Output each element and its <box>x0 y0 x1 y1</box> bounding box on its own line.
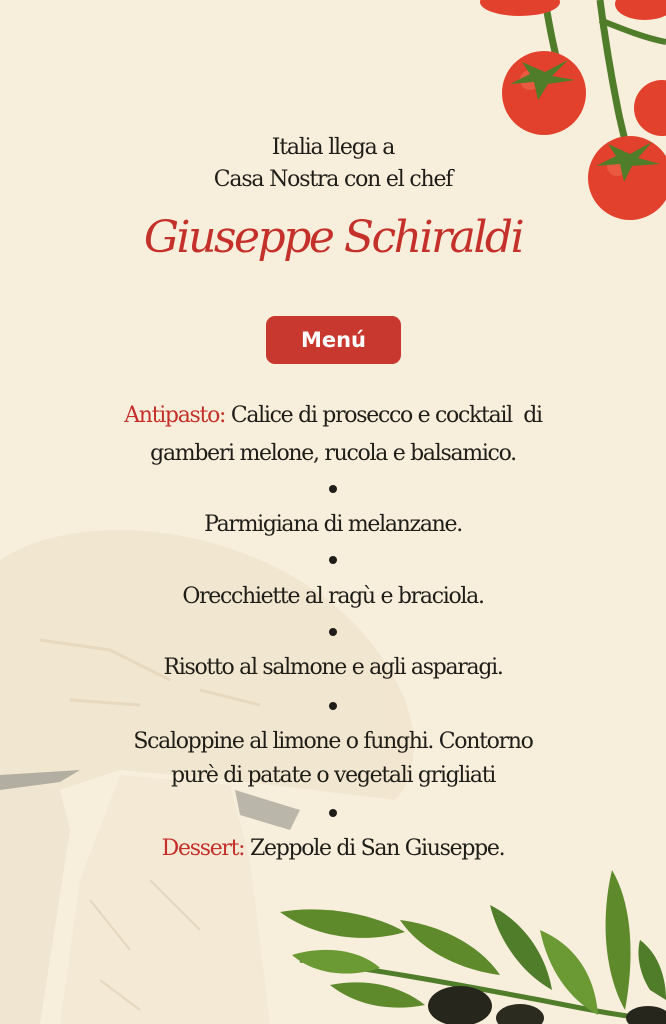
antipasto-text-line-1: Calice di prosecco e cocktail di <box>225 403 542 428</box>
separator-dot <box>329 628 337 636</box>
menu-item-scaloppine: Scaloppine al limone o funghi. Contorno <box>133 729 533 754</box>
dessert-label: Dessert: <box>161 836 245 861</box>
scaloppine-text-line-2: purè di patate o vegetali grigliati <box>171 763 495 788</box>
headline-line-2: Casa Nostra con el chef <box>213 167 453 192</box>
menu-item-antipasto <box>0 402 666 430</box>
separator-dot <box>329 809 337 817</box>
separator-dot <box>329 702 337 710</box>
headline-line-1: Italia llega a <box>271 135 395 160</box>
separator-dot <box>329 556 337 564</box>
menu-item-risotto: Risotto al salmone e agli asparagi. <box>163 655 503 680</box>
dessert-text: Zeppole di San Giuseppe. <box>244 836 505 861</box>
menu-label-badge: Menú <box>266 316 401 364</box>
menu-item-dessert <box>0 835 666 863</box>
separator-dot <box>329 485 337 493</box>
antipasto-label: Antipasto: <box>124 403 226 428</box>
menu-item-orecchiette: Orecchiette al ragù e braciola. <box>182 584 484 609</box>
menu-item-parmigiana: Parmigiana di melanzane. <box>204 512 462 537</box>
antipasto-text-line-2: gamberi melone, rucola e balsamico. <box>150 441 516 466</box>
chef-name: Giuseppe Schiraldi <box>143 212 523 263</box>
